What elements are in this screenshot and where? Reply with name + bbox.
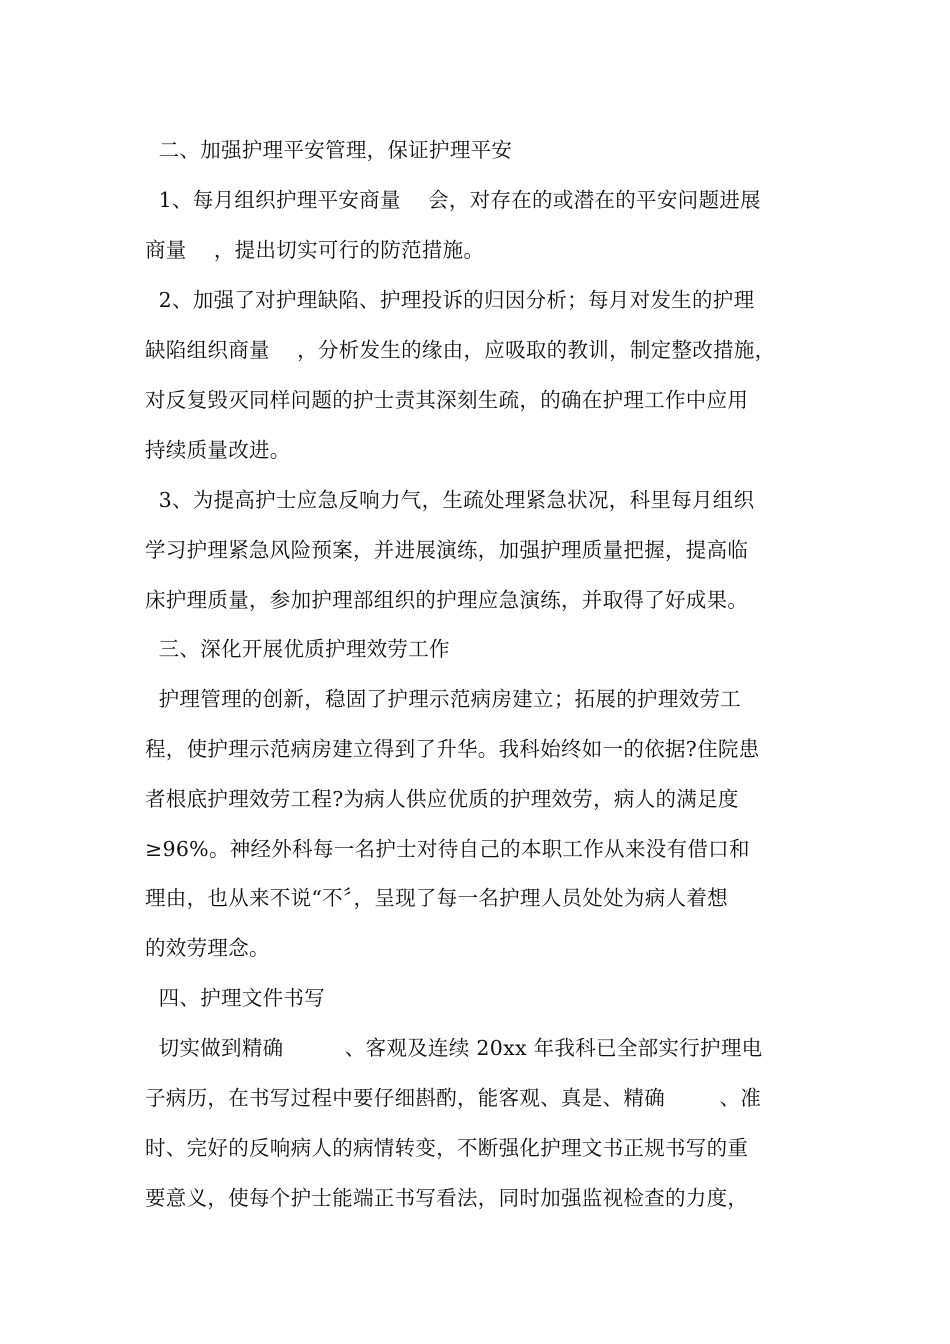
paragraph-line: 学习护理紧急风险预案，并进展演练，加强护理质量把握，提高临 — [145, 538, 749, 562]
section-heading-2: 二、加强护理平安管理，保证护理平安 — [145, 138, 513, 162]
paragraph-line: 要意义，使每个护士能端正书写看法，同时加强监视检查的力度， — [145, 1186, 749, 1210]
paragraph-line: 1、每月组织护理平安商量 会，对存在的或潜在的平安问题进展 — [145, 188, 761, 212]
paragraph-line: 子病历，在书写过程中要仔细斟酌，能客观、真是、精确 、准 — [145, 1086, 762, 1110]
paragraph-line: 者根底护理效劳工程?为病人供应优质的护理效劳，病人的满足度 — [145, 787, 739, 811]
paragraph-line: 时、完好的反响病人的病情转变，不断强化护理文书正规书写的重 — [145, 1136, 749, 1160]
paragraph-line: 程，使护理示范病房建立得到了升华。我科始终如一的依据?住院患 — [145, 737, 760, 761]
paragraph-line: 的效劳理念。 — [145, 936, 270, 960]
paragraph-line: 床护理质量，参加护理部组织的护理应急演练，并取得了好成果。 — [145, 588, 749, 612]
paragraph-line: 持续质量改进。 — [145, 438, 291, 462]
section-heading-4: 四、护理文件书写 — [145, 986, 326, 1010]
paragraph-line: 商量 ，提出切实可行的防范措施。 — [145, 238, 485, 262]
section-heading-3: 三、深化开展优质护理效劳工作 — [145, 637, 450, 661]
paragraph-line: 缺陷组织商量 ，分析发生的缘由，应吸取的教训，制定整改措施， — [145, 338, 776, 362]
paragraph-line: 2、加强了对护理缺陷、护理投诉的归因分析；每月对发生的护理 — [145, 288, 755, 312]
paragraph-line: 对反复毁灭同样问题的护士责其深刻生疏，的确在护理工作中应用 — [145, 388, 749, 412]
paragraph-line: 切实做到精确 、客观及连续 20xx 年我科已全部实行护理电 — [145, 1036, 763, 1060]
paragraph-line: ≥96%。神经外科每一名护士对待自己的本职工作从来没有借口和 — [145, 837, 750, 861]
paragraph-line: 理由，也从来不说“不〞，呈现了每一名护理人员处处为病人着想 — [145, 886, 728, 910]
paragraph-line: 3、为提高护士应急反响力气，生疏处理紧急状况，科里每月组织 — [145, 488, 755, 512]
paragraph-line: 护理管理的创新，稳固了护理示范病房建立；拓展的护理效劳工 — [145, 687, 742, 711]
